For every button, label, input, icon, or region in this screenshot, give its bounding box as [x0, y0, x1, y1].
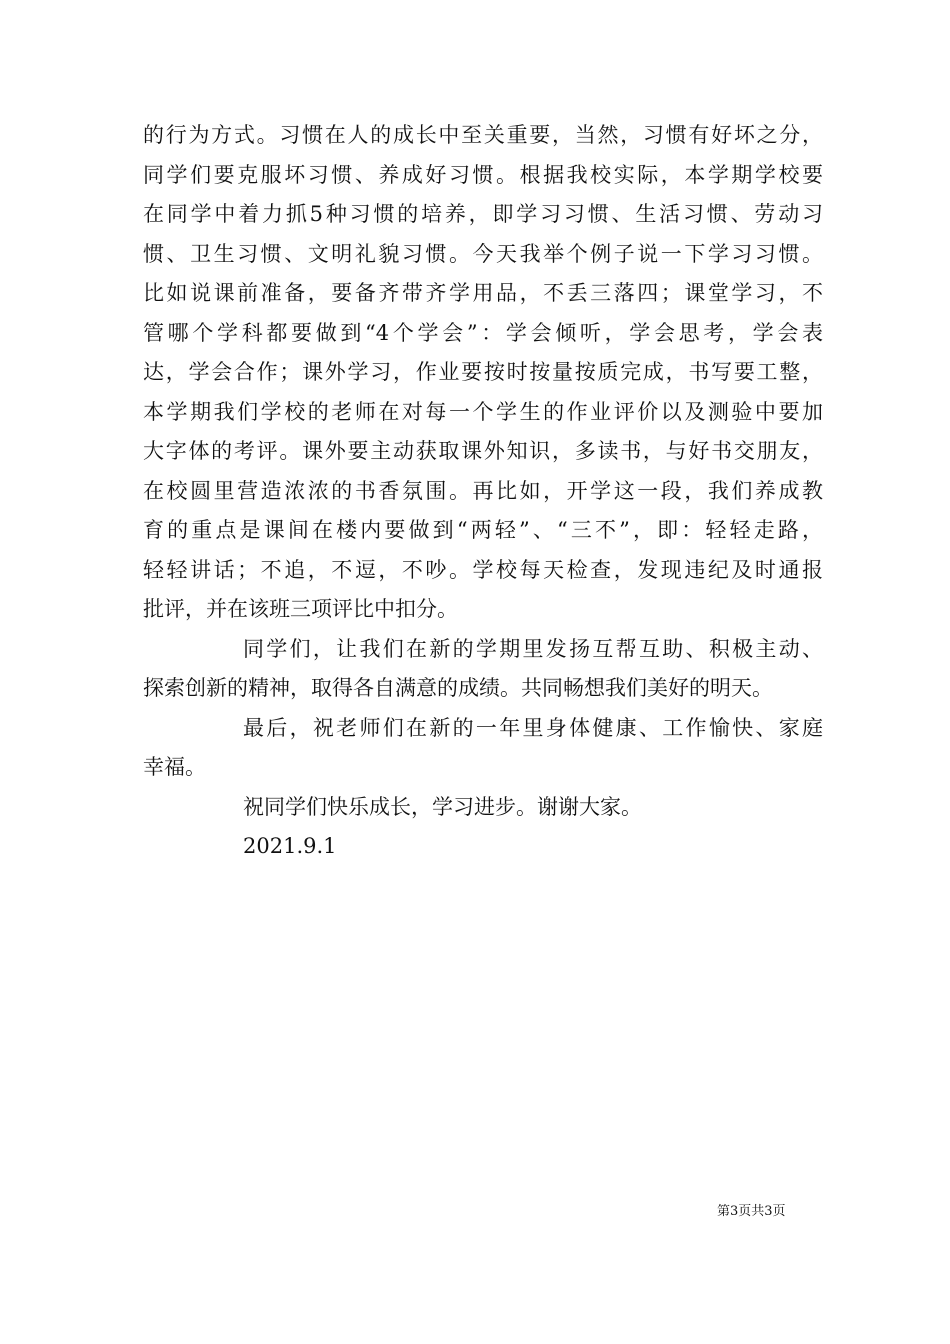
text-line: 探索创新的精神，取得各自满意的成绩。共同畅想我们美好的明天。 [143, 676, 773, 700]
text-line: 批评，并在该班三项评比中扣分。 [143, 597, 458, 621]
text-line: 达，学会合作；课外学习，作业要按时按量按质完成，书写要工整， [143, 360, 823, 384]
text-line: 幸福。 [143, 755, 206, 779]
text-line: 的行为方式。习惯在人的成长中至关重要，当然，习惯有好坏之分， [143, 123, 823, 147]
text-line: 本学期我们学校的老师在对每一个学生的作业评价以及测验中要加 [143, 399, 823, 424]
text-line: 比如说课前准备，要备齐带齐学用品，不丢三落四；课堂学习，不 [143, 281, 823, 305]
text-line: 在校圆里营造浓浓的书香氛围。再比如，开学这一段，我们养成教 [143, 478, 823, 503]
date-line: 2021.9.1 [243, 834, 337, 858]
text-line: 轻轻讲话；不追，不逗，不吵。学校每天检查，发现违纪及时通报 [143, 557, 823, 582]
text-line: 育的重点是课间在楼内要做到“两轻”、“三不”，即：轻轻走路， [143, 518, 823, 542]
text-line: 惯、卫生习惯、文明礼貌习惯。今天我举个例子说一下学习习惯。 [143, 241, 823, 266]
text-line: 最后，祝老师们在新的一年里身体健康、工作愉快、家庭 [243, 715, 823, 740]
page-number-footer: 第3页共3页 [717, 1204, 786, 1219]
text-line: 同学们要克服坏习惯、养成好习惯。根据我校实际，本学期学校要 [143, 162, 823, 187]
text-line: 同学们，让我们在新的学期里发扬互帮互助、积极主动、 [243, 636, 823, 661]
text-line: 在同学中着力抓5种习惯的培养，即学习习惯、生活习惯、劳动习 [143, 202, 823, 226]
text-line: 管哪个学科都要做到“4个学会”：学会倾听，学会思考，学会表 [143, 320, 823, 345]
document-body [143, 116, 823, 867]
text-line: 大字体的考评。课外要主动获取课外知识，多读书，与好书交朋友， [143, 439, 823, 463]
closing-line: 祝同学们快乐成长，学习进步。谢谢大家。 [243, 794, 642, 819]
